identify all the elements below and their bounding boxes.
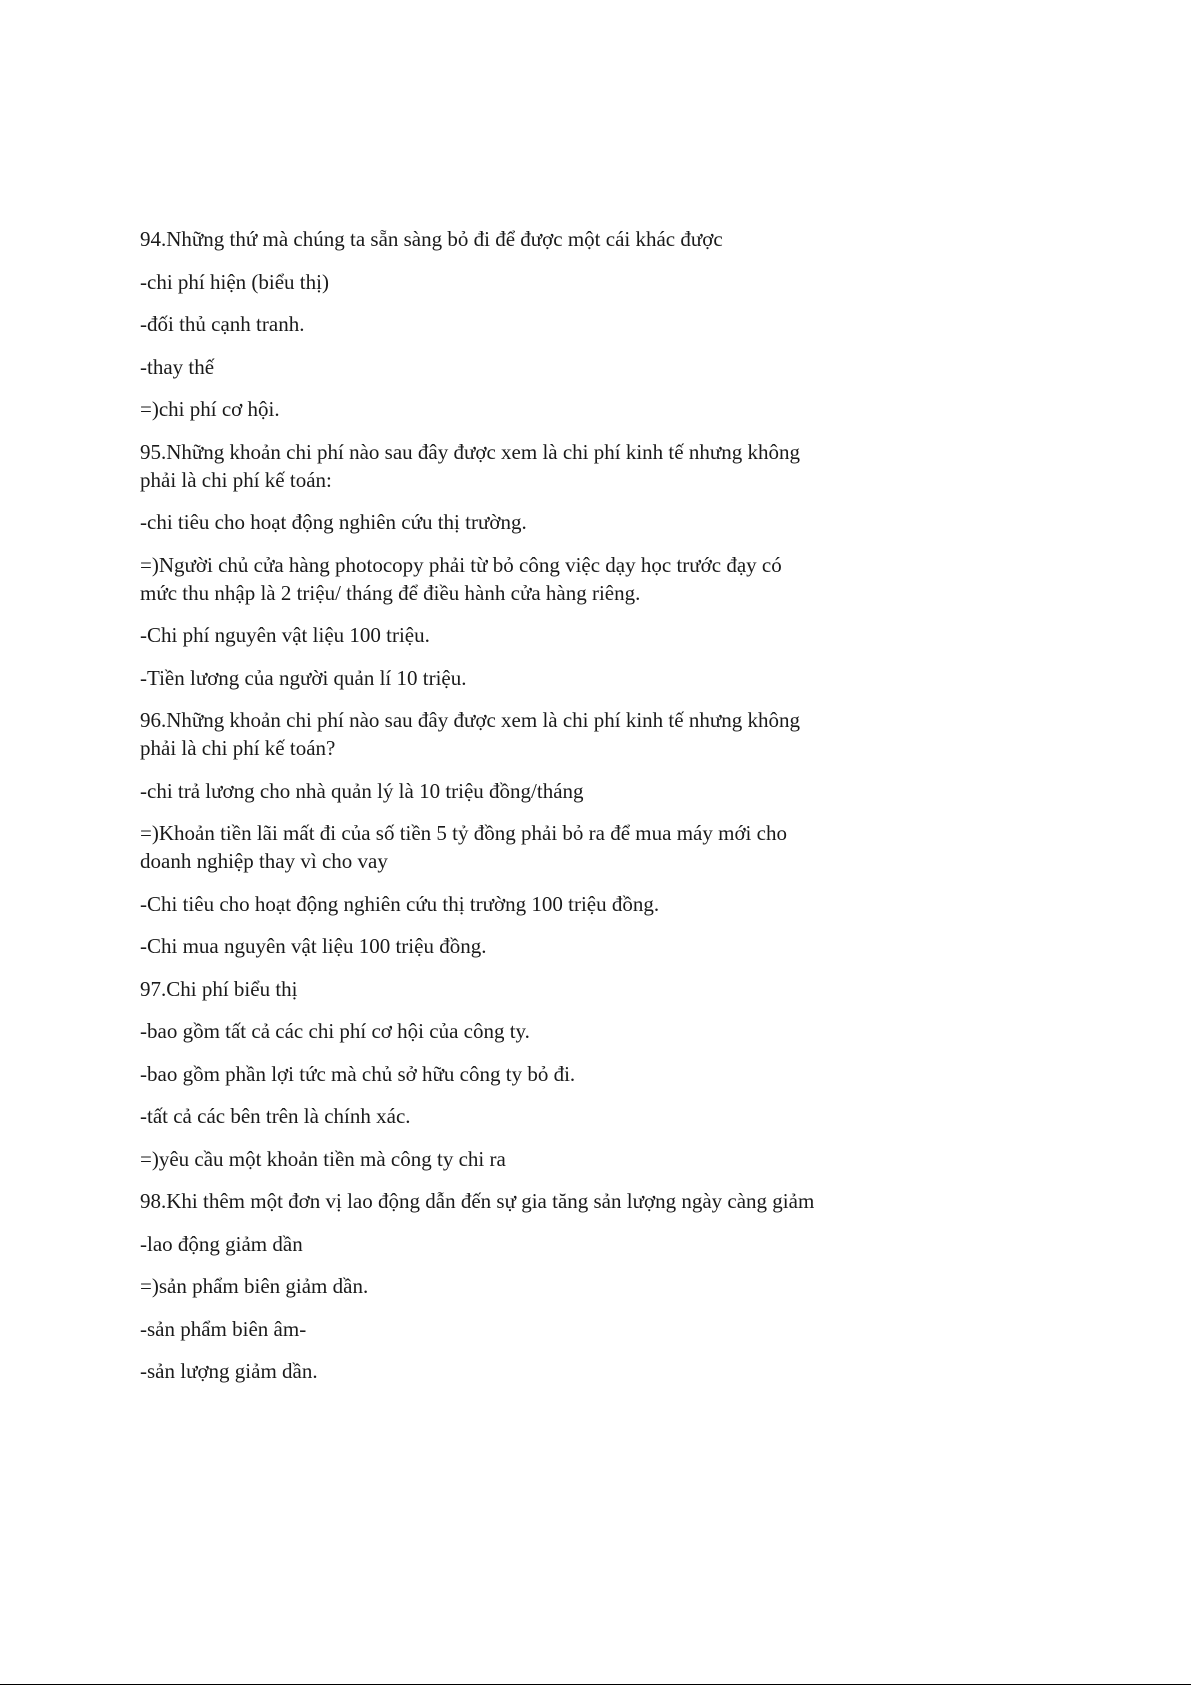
answer-option: -Chi mua nguyên vật liệu 100 triệu đồng. (140, 934, 487, 958)
answer-option: -thay thế (140, 354, 215, 379)
correct-answer: =)yêu cầu một khoản tiền mà công ty chi ra (140, 1146, 506, 1171)
answer-option: -sản lượng giảm dần. (140, 1359, 318, 1383)
question-98-title: 98.Khi thêm một đơn vị lao động dẫn đến sự gia tăng sản lượng ngày càng giảm (140, 1189, 815, 1213)
answer-option: -chi tiêu cho hoạt động nghiên cứu thị trường. (140, 510, 527, 534)
answer-option: -Chi tiêu cho hoạt động nghiên cứu thị trường 100 triệu đồng. (140, 891, 660, 916)
question-96-title: 96.Những khoản chi phí nào sau đây được xem là chi phí kinh tế nhưng không phải là chi phí kế toán? (140, 708, 800, 760)
question-95-title: 95.Những khoản chi phí nào sau đây được xem là chi phí kinh tế nhưng không phải là chi phí kế toán: (140, 439, 800, 492)
answer-option: -đối thủ cạnh tranh. (140, 312, 305, 336)
answer-option: -bao gồm phần lợi tức mà chủ sở hữu công ty bỏ đi. (140, 1061, 576, 1086)
document-body (140, 225, 820, 1400)
answer-option: -Tiền lương của người quản lí 10 triệu. (140, 665, 467, 690)
question-94-title: 94.Những thứ mà chúng ta sẵn sàng bỏ đi để được một cái khác được (140, 227, 723, 251)
correct-answer: =)Khoản tiền lãi mất đi của số tiền 5 tỷ đồng phải bỏ ra để mua máy mới cho doanh nghiệp thay vì cho vay (140, 821, 787, 873)
correct-answer: =)sản phẩm biên giảm dần. (140, 1274, 369, 1298)
correct-answer: =)Người chủ cửa hàng photocopy phải từ bỏ công việc dạy học trước đạy có mức thu nhập là 2 triệu/ tháng để điều hành cửa hàng riêng. (140, 552, 782, 605)
answer-option: -tất cả các bên trên là chính xác. (140, 1104, 411, 1128)
answer-option: -sản phẩm biên âm- (140, 1316, 307, 1341)
answer-option: -chi phí hiện (biểu thị) (140, 269, 329, 294)
answer-option: -chi trả lương cho nhà quản lý là 10 triệu đồng/tháng (140, 778, 584, 803)
question-97-title: 97.Chi phí biểu thị (140, 976, 298, 1001)
correct-answer: =)chi phí cơ hội. (140, 397, 280, 421)
answer-option: -lao động giảm dần (140, 1231, 303, 1256)
answer-option: -bao gồm tất cả các chi phí cơ hội của công ty. (140, 1019, 530, 1043)
answer-option: -Chi phí nguyên vật liệu 100 triệu. (140, 623, 430, 647)
